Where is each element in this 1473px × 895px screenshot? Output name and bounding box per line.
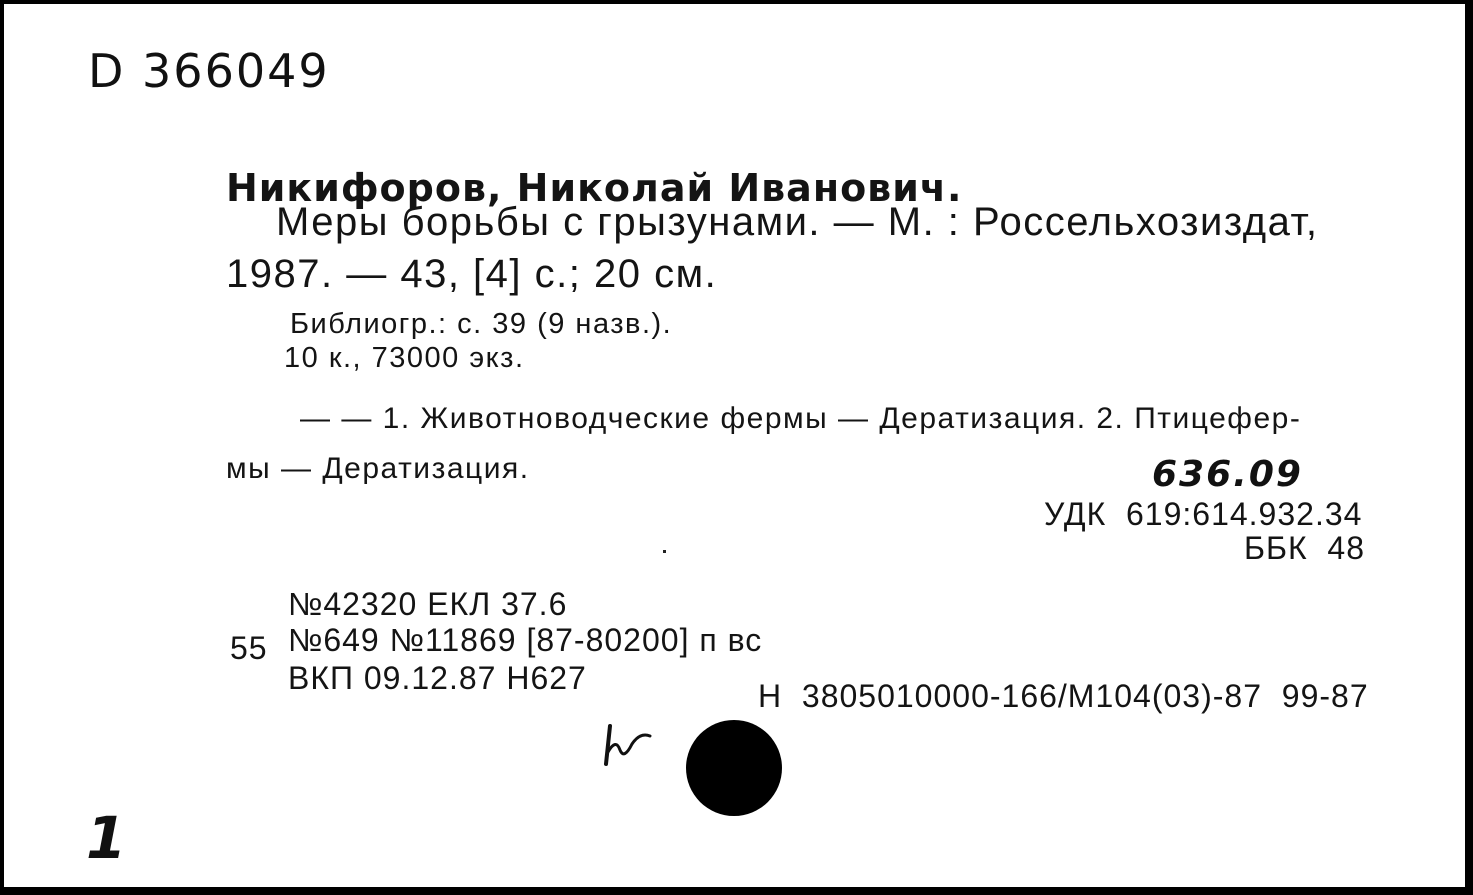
bbk-index: ББК 48 [1244,530,1366,566]
line-55-numbers: №649 №11869 [87-80200] п вс [288,622,763,658]
bibliography-note: Библиогр.: с. 39 (9 назв.). [290,308,673,340]
handwritten-class-number: 636.09 [1152,454,1303,495]
handwritten-mark: 1 [86,804,127,872]
ekl-line: №42320 ЕКЛ 37.6 [288,586,568,622]
vkp-line: ВКП 09.12.87 Н627 [288,660,587,696]
isbn-code: Н 3805010000-166/М104(03)-87 99-87 [758,678,1369,714]
ink-speck [663,550,666,553]
imprint-statement: 1987. — 43, [4] с.; 20 см. [226,252,718,296]
punched-hole [686,720,782,816]
catalog-card [4,4,1465,887]
author-heading: Никифоров, Николай Иванович. [226,166,963,210]
handwritten-initials [602,720,658,770]
subject-headings-line-1: — — 1. Животноводческие фермы — Дератизация. 2. Птицефер- [300,402,1302,435]
subject-headings-line-2: мы — Дератизация. [226,452,530,485]
title-statement: Меры борьбы с грызунами. — М. : Россельхозиздат, [276,200,1319,244]
udk-index: УДК 619:614.932.34 [1044,496,1363,532]
price-run-note: 10 к., 73000 экз. [284,342,525,374]
line-55-prefix: 55 [230,630,268,666]
inventory-number: D 366049 [88,44,330,98]
